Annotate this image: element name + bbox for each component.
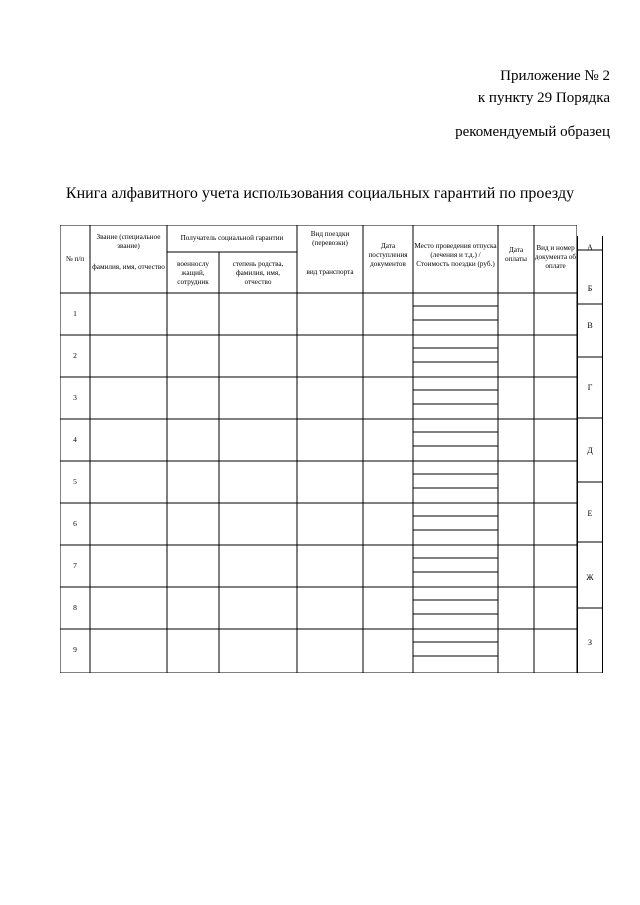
table-row-number: 8 — [73, 603, 77, 613]
table-row-number: 2 — [73, 351, 77, 361]
index-letter: З — [587, 638, 592, 647]
table-row-number: 1 — [73, 309, 77, 319]
recommended-sample-note: рекомендуемый образец — [455, 124, 610, 140]
header-transport: вид транспорта — [306, 267, 354, 276]
header-full-name: фамилия, имя, отчество — [92, 262, 165, 271]
appendix-reference: к пункту 29 Порядка — [477, 90, 610, 106]
index-letter: А — [587, 243, 593, 252]
header-recipient-group: Получатель социальной гарантии — [180, 233, 284, 242]
appendix-number: Приложение № 2 — [500, 68, 610, 84]
table-row-number: 5 — [73, 477, 77, 487]
header-rank: Звание (специальное звание) — [96, 233, 161, 250]
table-grid-lines — [60, 225, 577, 673]
header-relation: степень родства, фамилия, имя, отчество — [232, 259, 284, 286]
alphabet-index-strip — [577, 236, 603, 673]
document-title: Книга алфавитного учета использования социальных гарантий по проезду — [65, 185, 575, 202]
index-letter: Г — [587, 383, 593, 392]
header-receipt-date: Дата поступления документов — [368, 241, 408, 268]
header-place-cost: Место проведения отпуска (лечения и т.д.) / Стоимость поездки (руб.) — [414, 241, 497, 268]
header-serviceman: военнослу жащий, сотрудник — [176, 259, 210, 286]
table-row-number: 3 — [73, 393, 77, 403]
table-row-number: 7 — [73, 561, 77, 571]
header-pay-date: Дата оплаты — [504, 246, 527, 263]
accounting-table — [60, 225, 577, 673]
table-row-number: 4 — [73, 435, 77, 445]
index-letter: В — [587, 321, 593, 330]
index-letter: Ж — [586, 573, 594, 582]
index-letter: Б — [587, 284, 593, 293]
index-letter: Е — [587, 509, 593, 518]
header-trip-type: Вид поездки (перевозки) — [310, 230, 350, 247]
header-np: № п/п — [65, 254, 85, 263]
table-row-number: 9 — [73, 645, 77, 655]
index-letter: Д — [587, 446, 593, 455]
table-row-number: 6 — [73, 519, 77, 529]
header-payment-doc: Вид и номер документа об оплате — [534, 243, 577, 270]
